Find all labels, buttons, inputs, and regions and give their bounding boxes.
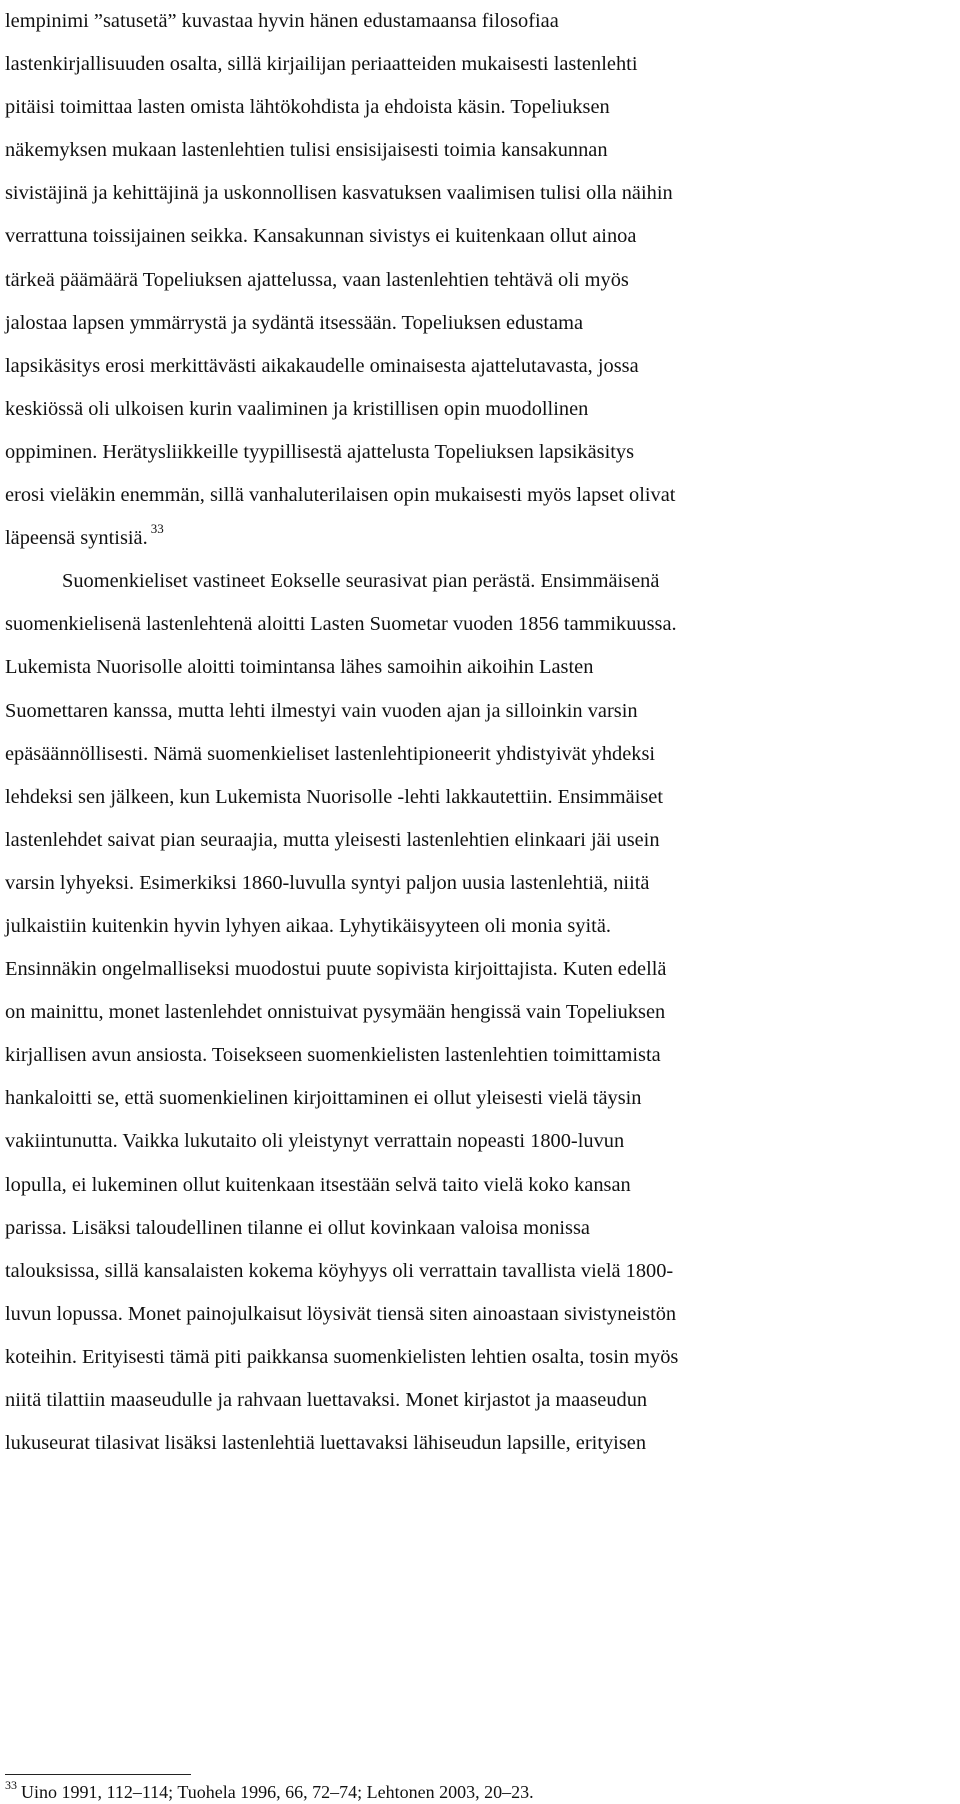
footnote-reference: 33: [150, 521, 164, 537]
text-line: vakiintunutta. Vaikka lukutaito oli yleistynyt verrattain nopeasti 1800-luvun: [5, 1130, 625, 1153]
paragraph-start-line: Suomenkieliset vastineet Eokselle seurasivat pian perästä. Ensimmäisenä: [62, 570, 660, 593]
text-line: talouksissa, sillä kansalaisten kokema köyhyys oli verrattain tavallista vielä 1800-: [5, 1259, 674, 1282]
text-line: oppiminen. Herätysliikkeille tyypillisestä ajattelusta Topeliuksen lapsikäsitys: [5, 440, 635, 463]
text-line: niitä tilattiin maaseudulle ja rahvaan luettavaksi. Monet kirjastot ja maaseudun: [5, 1389, 648, 1411]
text-line: parissa. Lisäksi taloudellinen tilanne ei ollut kovinkaan valoisa monissa: [5, 1216, 590, 1239]
text-line: lastenlehdet saivat pian seuraajia, mutta yleisesti lastenlehtien elinkaari jäi usein: [5, 828, 660, 851]
text-line: on mainittu, monet lastenlehdet onnistuivat pysymään hengissä vain Topeliuksen: [5, 1001, 666, 1024]
text-line: luvun lopussa. Monet painojulkaisut löysivät tiensä siten ainoastaan sivistyneistön: [5, 1302, 677, 1325]
text-line: Suomettaren kanssa, mutta lehti ilmestyi vain vuoden ajan ja silloinkin varsin: [5, 699, 638, 722]
text-line: erosi vieläkin enemmän, sillä vanhaluterilaisen opin mukaisesti myös lapset olivat: [5, 484, 676, 507]
text-line-content: läpeensä syntisiä.: [5, 527, 148, 550]
text-line: kirjallisen avun ansiosta. Toisekseen suomenkielisten lastenlehtien toimittamista: [5, 1044, 661, 1067]
text-line: tärkeä päämäärä Topeliuksen ajattelussa, vaan lastenlehtien tehtävä oli myös: [5, 268, 629, 291]
footnote-number: 33: [5, 1778, 17, 1792]
text-line: varsin lyhyeksi. Esimerkiksi 1860-luvulla syntyi paljon uusia lastenlehtiä, niitä: [5, 871, 650, 894]
text-line: pitäisi toimittaa lasten omista lähtökohdista ja ehdoista käsin. Topeliuksen: [5, 96, 610, 119]
text-line: keskiössä oli ulkoisen kurin vaaliminen ja kristillisen opin muodollinen: [5, 397, 589, 420]
text-line: lopulla, ei lukeminen ollut kuitenkaan itsestään selvä taito vielä koko kansan: [5, 1173, 631, 1196]
text-line: koteihin. Erityisesti tämä piti paikkansa suomenkielisten lehtien osalta, tosin myös: [5, 1345, 679, 1368]
text-line: lukuseurat tilasivat lisäksi lastenlehtiä luettavaksi lähiseudun lapsille, erityisen: [5, 1432, 647, 1455]
text-line: julkaistiin kuitenkin hyvin lyhyen aikaa. Lyhytikäisyyteen oli monia syitä.: [5, 914, 611, 937]
text-line: näkemyksen mukaan lastenlehtien tulisi ensisijaisesti toimia kansakunnan: [5, 139, 608, 162]
text-line: Ensinnäkin ongelmalliseksi muodostui puute sopivista kirjoittajista. Kuten edellä: [5, 958, 667, 981]
text-line: epäsäännöllisesti. Nämä suomenkieliset lastenlehtipioneerit yhdistyivät yhdeksi: [5, 742, 656, 765]
text-line: lehdeksi sen jälkeen, kun Lukemista Nuorisolle -lehti lakkautettiin. Ensimmäiset: [5, 785, 664, 808]
text-line: Lukemista Nuorisolle aloitti toimintansa lähes samoihin aikoihin Lasten: [5, 656, 594, 679]
text-line: jalostaa lapsen ymmärrystä ja sydäntä itsessään. Topeliuksen edustama: [5, 311, 584, 334]
text-line: [5, 517, 841, 560]
footnote-divider: [5, 1774, 191, 1775]
text-line: verrattuna toissijainen seikka. Kansakunnan sivistys ei kuitenkaan ollut ainoa: [5, 225, 637, 248]
footnote-text: Uino 1991, 112–114; Tuohela 1996, 66, 72–74; Lehtonen 2003, 20–23.: [21, 1782, 534, 1802]
text-line: lastenkirjallisuuden osalta, sillä kirjailijan periaatteiden mukaisesti lastenlehti: [5, 53, 638, 76]
footnote: [5, 1778, 534, 1803]
text-line: sivistäjinä ja kehittäjinä ja uskonnollisen kasvatuksen vaalimisen tulisi olla näihin: [5, 182, 673, 205]
text-line: hankaloitti se, että suomenkielinen kirjoittaminen ei ollut yleisesti vielä täysin: [5, 1087, 642, 1110]
text-line: lapsikäsitys erosi merkittävästi aikakaudelle ominaisesta ajattelutavasta, jossa: [5, 354, 639, 377]
text-line: suomenkielisenä lastenlehtenä aloitti Lasten Suometar vuoden 1856 tammikuussa.: [5, 613, 677, 636]
body-text: [5, 0, 841, 1465]
text-line: lempinimi ”satusetä” kuvastaa hyvin hänen edustamaansa filosofiaa: [5, 10, 559, 32]
